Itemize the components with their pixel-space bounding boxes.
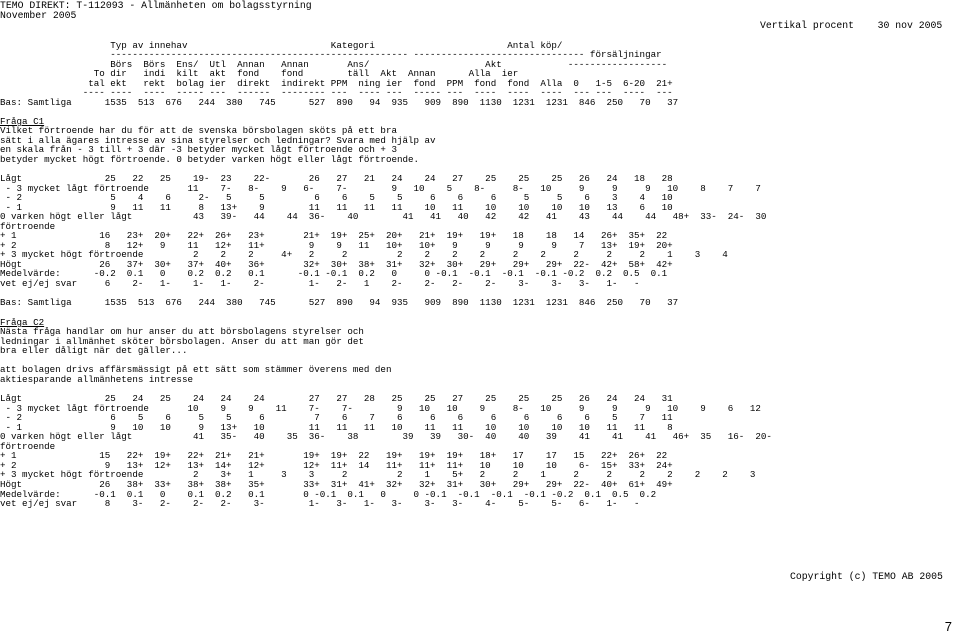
table-row: - 1 9 10 10 9 13+ 10 11 11 11 10 11 11 10 10 10 10 11 11 8: [0, 422, 673, 433]
question-text: att bolagen drivs affärsmässigt på ett sätt som stämmer överens med den: [0, 364, 392, 375]
page-number: 7: [944, 619, 952, 634]
question-text: Nästa fråga handlar om hur anser du att börsbolagens styrelser och: [0, 326, 364, 337]
question-text: Vilket förtroende har du för att de svenska börsbolagen sköts på ett bra: [0, 125, 397, 136]
colhead-line: tal ekt rekt bolag ier direkt indirekt PPM ning ier fond PPM fond fond Alla 0 1-5 6-20 21+: [0, 78, 673, 89]
table-row: + 2 9 13+ 12+ 13+ 14+ 12+ 12+ 11+ 14 11+ 11+ 11+ 10 10 10 6- 15+ 33+ 24+: [0, 460, 673, 471]
table-row: + 2 8 12+ 9 11 12+ 11+ 9 9 11 10+ 10+ 9 9 9 9 7 13+ 19+ 20+: [0, 240, 673, 251]
colhead-line: To dir indi kilt akt fond fond täll Akt Annan Alla ier: [0, 68, 519, 79]
table-row: Lågt 25 22 25 19- 23 22- 26 27 21 24 24 27 25 25 25 26 24 18 28: [0, 173, 673, 184]
table-row: + 3 mycket högt förtroende 2 3+ 1 3 3 2 2 1 5+ 2 2 1 2 2 2 2 2 2 3: [0, 469, 756, 480]
table-row: - 2 6 5 6 5 5 6 7 6 7 6 6 6 6 6 6 6 5 7 11: [0, 412, 673, 423]
base-row: Bas: Samtliga 1535 513 676 244 380 745 527 890 94 935 909 890 1130 1231 1231 846 250 70 37: [0, 297, 679, 308]
colhead-line: Typ av innehav Kategori Antal köp/: [0, 40, 563, 51]
base-row: Bas: Samtliga 1535 513 676 244 380 745 527 890 94 935 909 890 1130 1231 1231 846 250 70 37: [0, 97, 679, 108]
colhead-line: ---- ---- ---- ----- --- ------ -------- --- ---- --- ----- --- ---- ---- ---- --- --- ---- ---: [0, 87, 673, 98]
colhead-line: ------------------------------------------------------ ------------------------------- försäljningar: [0, 49, 662, 60]
question-text: betyder mycket högt förtroende. 0 betyder varken högt eller lågt förtroende.: [0, 154, 420, 165]
table-row: + 1 15 22+ 19+ 22+ 21+ 21+ 19+ 19+ 22 19+ 19+ 19+ 18+ 17 17 15 22+ 26+ 22: [0, 450, 668, 461]
report-month: November 2005: [0, 10, 77, 21]
colhead-line: Börs Börs Ens/ Utl Annan Annan Ans/ Akt ------------------: [0, 59, 668, 70]
table-row: Medelvärde: -0.2 0.1 0 0.2 0.2 0.1 -0.1 -0.1 0.2 0 0 -0.1 -0.1 -0.1 -0.1 -0.2 0.2 0.5 0.1: [0, 268, 668, 279]
question-text: en skala från - 3 till + 3 där -3 betyder mycket lågt förtroende och + 3: [0, 144, 397, 155]
table-row: Lågt 25 24 25 24 24 24 27 27 28 25 25 27 25 25 25 26 24 24 31: [0, 393, 673, 404]
table-row: Högt 26 37+ 30+ 37+ 40+ 36+ 32+ 30+ 38+ 31+ 32+ 30+ 29+ 29+ 29+ 22- 42+ 58+ 42+: [0, 259, 673, 270]
table-row: 0 varken högt eller lågt 41 35- 40 35 36- 38 39 39 30- 40 40 39 41 41 41 46+ 35 16- 20-: [0, 431, 772, 442]
table-row: förtroende: [0, 221, 56, 232]
question-label: Fråga C2: [0, 317, 45, 328]
table-row: - 1 9 11 11 8 13+ 9 11 11 11 11 10 11 10 10 10 10 13 6 10: [0, 202, 673, 213]
table-row: förtroende: [0, 441, 56, 452]
table-row: Högt 26 38+ 33+ 38+ 38+ 35+ 33+ 31+ 41+ 32+ 32+ 31+ 30+ 29+ 29+ 22- 40+ 61+ 49+: [0, 479, 673, 490]
table-row: Medelvärde: -0.1 0.1 0 0.1 0.2 0.1 0 -0.1 0.1 0 0 -0.1 -0.1 -0.1 -0.1 -0.2 0.1 0.5 0.2: [0, 489, 657, 500]
table-row: 0 varken högt eller lågt 43 39- 44 44 36- 40 41 41 40 42 42 41 43 44 44 48+ 33- 24- 30: [0, 211, 767, 222]
question-text: bra eller dåligt när det gäller...: [0, 345, 188, 356]
report-title: TEMO DIREKT: T-112093 - Allmänheten om bolagsstyrning: [0, 0, 312, 11]
question-text: sätt i alla ägares intresse av sina styrelser och ledningar? Svara med hjälp av: [0, 135, 436, 146]
report-date: Vertikal procent 30 nov 2005: [760, 20, 943, 31]
question-label: Fråga C1: [0, 116, 45, 127]
table-row: - 3 mycket lågt förtroende 10 9 9 11 7- 7- 9 10 10 9 8- 10 9 9 9 10 9 6 12: [0, 403, 761, 414]
table-row: - 2 5 4 6 2- 5 5 6 6 5 5 6 6 6 5 5 6 3 4 10: [0, 192, 673, 203]
table-row: + 1 16 23+ 20+ 22+ 26+ 23+ 21+ 19+ 25+ 20+ 21+ 19+ 19+ 18 18 14 26+ 35+ 22: [0, 230, 668, 241]
table-row: vet ej/ej svar 6 2- 1- 1- 1- 2- 1- 2- 1 2- 2- 2- 2- 3- 3- 3- 1- -: [0, 278, 640, 289]
table-row: + 3 mycket högt förtroende 2 2 2 4+ 2 2 2 2 2 2 2 2 2 2 2 1 3 4: [0, 249, 728, 260]
question-text: ledningar i allmänhet sköter börsbolagen. Anser du att man gör det: [0, 336, 364, 347]
question-text: aktiesparande allmänhetens intresse: [0, 374, 193, 385]
table-row: vet ej/ej svar 8 3- 2- 2- 2- 3- 1- 3- 1- 3- 3- 3- 4- 5- 5- 6- 1- -: [0, 498, 640, 509]
copyright: Copyright (c) TEMO AB 2005: [790, 571, 943, 582]
table-row: - 3 mycket lågt förtroende 11 7- 8- 9 6- 7- 9 10 5 8- 8- 10 9 9 9 10 8 7 7: [0, 183, 761, 194]
